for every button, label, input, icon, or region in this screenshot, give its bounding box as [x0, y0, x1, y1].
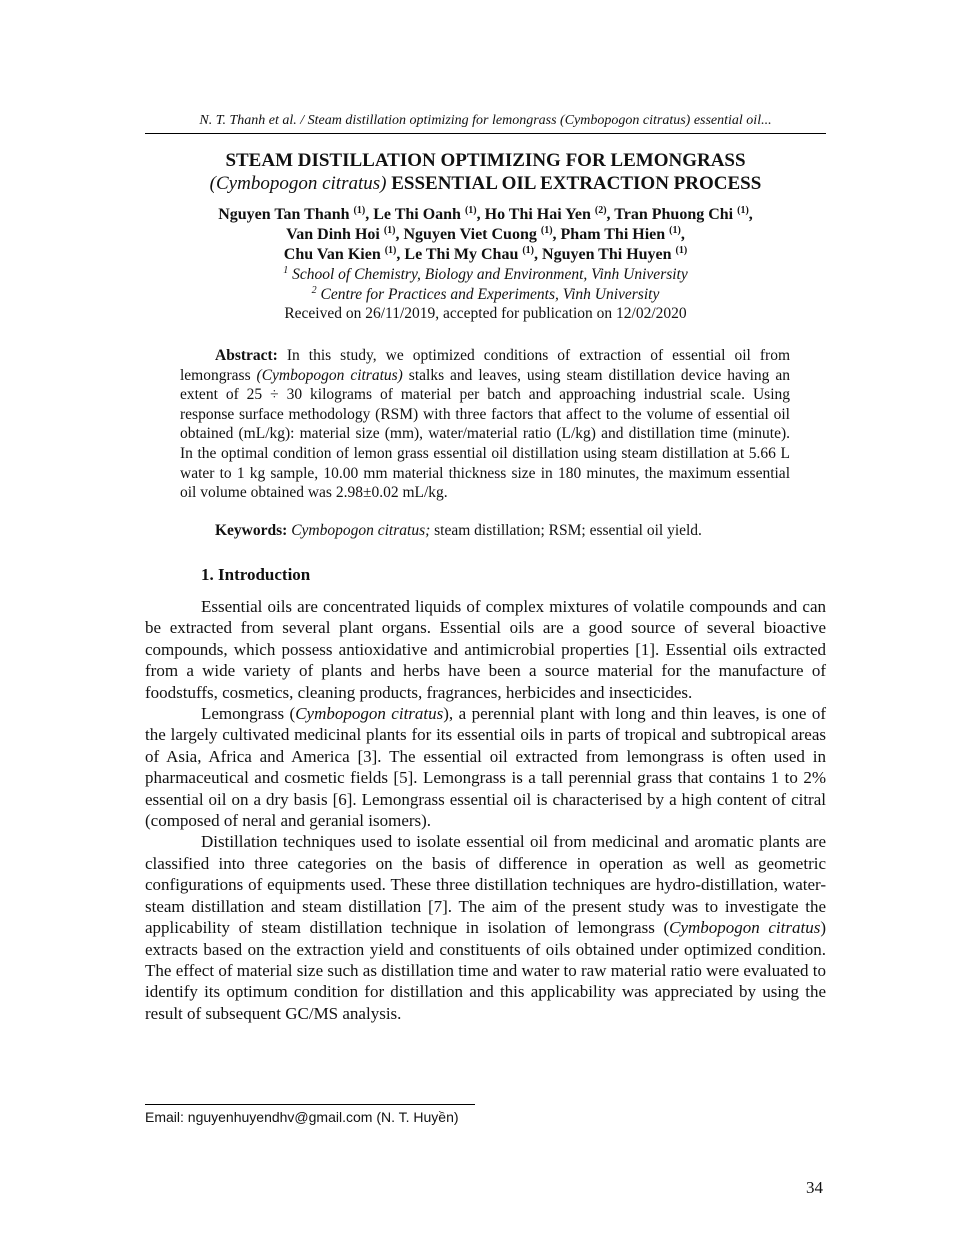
keywords-label: Keywords: — [215, 522, 288, 539]
keywords — [180, 522, 790, 540]
author-affiliation-mark: (1) — [522, 245, 535, 256]
footnote-rule — [145, 1104, 475, 1105]
abstract-label: Abstract: — [215, 347, 278, 364]
text-run: stalks and leaves, using steam distillation device having an extent of 25 ÷ 30 kilograms of material per batch and approaching industrial scale. Using response surface methodology (RSM) with three factors that affect to the volume of essential oil obtained (mL/kg): material size (mm), water/material ratio (L/kg) and distillation time (minute). In the optimal condition of lemon grass essential oil distillation using steam distillation at 5.66 L water to 1 kg sample, 10.00 mm material thickness size in 180 minutes, the maximum essential oil volume obtained was 2.98±0.02 mL/kg. — [180, 366, 790, 502]
author-affiliation-mark: (1) — [737, 205, 749, 216]
text-run: In this study, we optimized conditions of extraction of essential oil from lemongrass — [180, 347, 790, 384]
affiliation-1 — [145, 266, 826, 284]
author-name: Chu Van Kien — [283, 246, 381, 263]
author-separator: , — [680, 226, 685, 243]
affiliation-mark: 2 — [311, 285, 317, 296]
author-affiliation-mark: (1) — [353, 205, 366, 216]
received-dates: Received on 26/11/2019, accepted for publication on 12/02/2020 — [284, 305, 687, 322]
author-affiliation-mark: (1) — [675, 245, 688, 256]
author-name: Nguyen Thi Huyen — [542, 246, 672, 263]
author-affiliation-mark: (1) — [384, 245, 397, 256]
author-separator: , — [748, 206, 753, 223]
author-separator: , — [476, 206, 485, 223]
footnote-email: Email: nguyenhuyendhv@gmail.com (N. T. Huyền) — [145, 1109, 459, 1125]
italic-text: (Cymbopogon citratus) — [256, 366, 403, 384]
author-separator: , — [395, 226, 404, 243]
author-affiliation-mark: (2) — [594, 205, 607, 216]
author-separator: , — [552, 226, 561, 243]
affiliation-text: School of Chemistry, Biology and Environment, Vinh University — [292, 266, 688, 283]
author-name: Ho Thi Hai Yen — [484, 206, 591, 223]
paper-title — [145, 149, 826, 195]
section-heading: 1. Introduction — [201, 565, 311, 584]
affiliation-2 — [145, 286, 826, 304]
author-affiliation-mark: (1) — [383, 225, 396, 236]
running-header: N. T. Thanh et al. / Steam distillation optimizing for lemongrass (Cymbopogon citratus) essential oil... — [199, 113, 772, 128]
author-name: Nguyen Tan Thanh — [218, 206, 350, 223]
author-affiliation-mark: (1) — [464, 205, 477, 216]
title-line-1: STEAM DISTILLATION OPTIMIZING FOR LEMONGRASS — [225, 150, 746, 171]
abstract — [180, 346, 790, 503]
author-list — [145, 205, 826, 265]
text-run: steam distillation; RSM; essential oil yield. — [430, 522, 702, 539]
title-species: (Cymbopogon citratus) — [209, 173, 387, 194]
author-name: Tran Phuong Chi — [614, 206, 734, 223]
italic-text: Cymbopogon citratus — [669, 918, 821, 938]
italic-text: Cymbopogon citratus; — [291, 522, 431, 539]
italic-text: Cymbopogon citratus — [295, 704, 444, 724]
author-separator: , — [365, 206, 374, 223]
author-name: Van Dinh Hoi — [286, 226, 380, 243]
author-separator: , — [606, 206, 615, 223]
text-run: ), a perennial plant with long and thin leaves, is one of the largely cultivated medicinal plants for its essential oils in parts of tropical and subtropical areas of Asia, Africa and America [3]. The essential oil extracted from lemongrass is often used in pharmaceutical and cosmetic fields [5]. Lemongrass is a tall perennial grass that contains 1 to 2% essential oil on a dry basis [6]. Lemongrass essential oil is characterised by a high content of citral (composed of neral and geranial isomers). — [145, 704, 827, 831]
affiliation-text: Centre for Practices and Experiments, Vinh University — [320, 286, 660, 303]
paragraph — [145, 831, 826, 1024]
text-run: Essential oils are concentrated liquids of complex mixtures of volatile compounds and can be extracted from several plant organs. Essential oils are a good source of several bioactive compounds, which possess antioxidative and antimicrobial properties [1]. Essential oils extracted from a wide variety of plants and herbs have been a source material for the manufacture of foodstuffs, cosmetics, cleaning products, fragrances, herbicides and insecticides. — [145, 597, 826, 702]
title-line-2 — [145, 172, 826, 195]
author-separator: , — [534, 246, 543, 263]
author-separator: , — [396, 246, 405, 263]
author-name: Le Thi Oanh — [373, 206, 461, 223]
text-run: Lemongrass ( — [201, 704, 296, 724]
title-line-2-rest: ESSENTIAL OIL EXTRACTION PROCESS — [386, 173, 762, 194]
author-affiliation-mark: (1) — [540, 225, 553, 236]
author-name: Nguyen Viet Cuong — [403, 226, 537, 243]
page-number: 34 — [806, 1178, 823, 1197]
body-text — [145, 596, 826, 1024]
text-run: Distillation techniques used to isolate essential oil from medicinal and aromatic plants are classified into three categories on the basis of difference in operation as well as geometric configurations of equipments used. These three distillation techniques are hydro-distillation, water-steam distillation and steam distillation [7]. The aim of the present study was to investigate the applicability of steam distillation technique in isolation of lemongrass ( — [145, 832, 826, 938]
author-name: Pham Thi Hien — [560, 226, 666, 243]
paragraph — [145, 596, 826, 703]
author-affiliation-mark: (1) — [669, 225, 681, 236]
text-run: ) extracts based on the extraction yield and constituents of oils obtained under optimized condition. The effect of material size such as distillation time and water to raw material ratio were evaluated to identify its optimum condition for distillation and this applicability was appreciated by using the result of subsequent GC/MS analysis. — [145, 918, 826, 1023]
header-rule — [145, 133, 826, 134]
author-name: Le Thi My Chau — [404, 246, 519, 263]
paragraph — [145, 703, 826, 831]
affiliation-mark: 1 — [283, 265, 289, 276]
